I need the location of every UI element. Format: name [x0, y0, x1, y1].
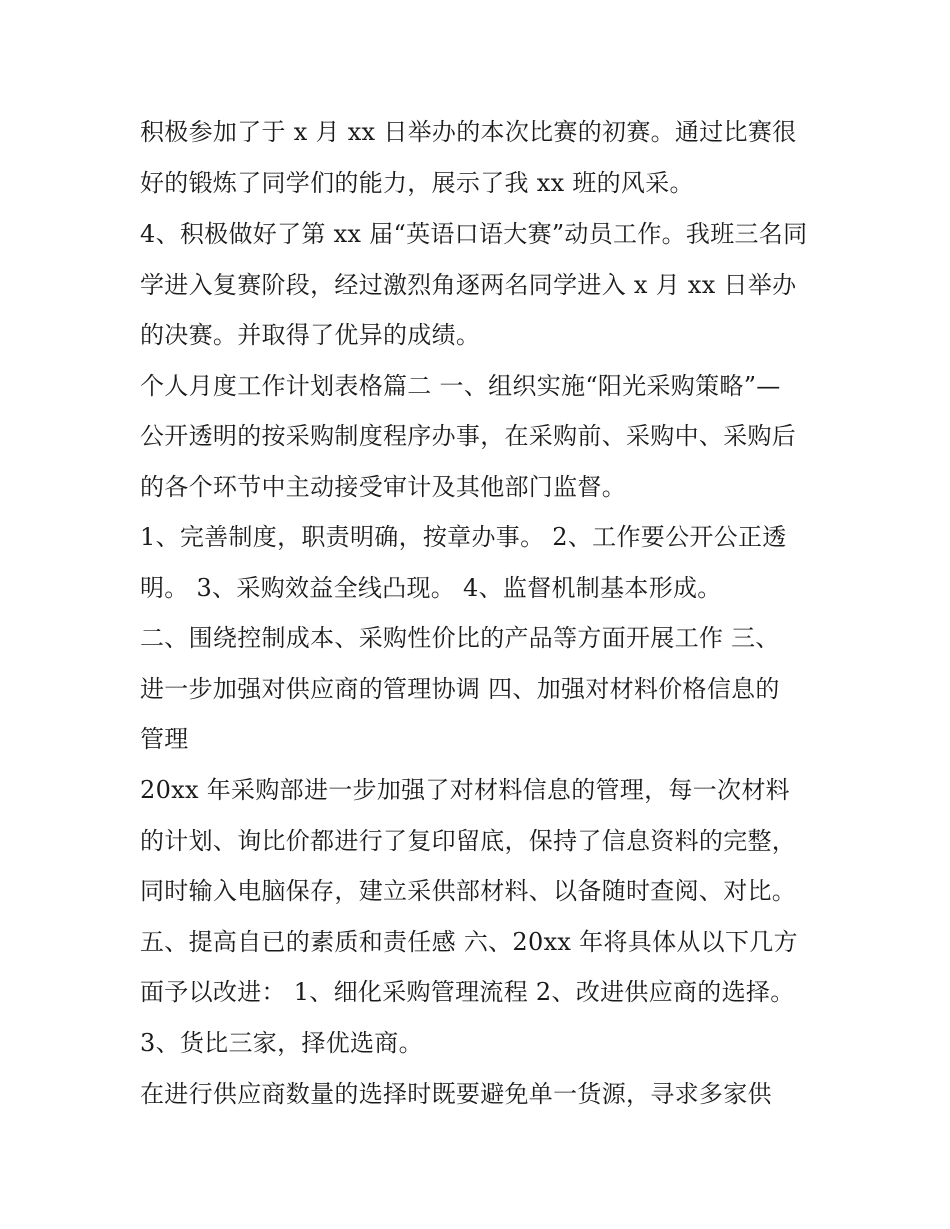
text-line: 积极参加了于 x 月 xx 日举办的本次比赛的初赛。通过比赛很 — [140, 118, 797, 146]
text-line: 五、提高自已的素质和责任感 六、20xx 年将具体从以下几方 — [140, 928, 798, 956]
text-line: 好的锻炼了同学们的能力，展示了我 xx 班的风采。 — [140, 169, 694, 197]
text-line: 明。 3、采购效益全线凸现。 4、监督机制基本形成。 — [140, 574, 722, 602]
text-line: 在进行供应商数量的选择时既要避免单一货源，寻求多家供 — [140, 1080, 772, 1108]
text-line: 1、完善制度，职责明确，按章办事。 2、工作要公开公正透 — [140, 523, 787, 551]
text-line: 个人月度工作计划表格篇二 一、组织实施“阳光采购策略”— — [140, 372, 781, 400]
text-line: 同时输入电脑保存，建立采供部材料、以备随时查阅、对比。 — [140, 877, 797, 905]
text-line: 学进入复赛阶段，经过激烈角逐两名同学进入 x 月 xx 日举办 — [140, 271, 797, 299]
text-line: 管理 — [140, 725, 189, 753]
text-line: 20xx 年采购部进一步加强了对材料信息的管理，每一次材料 — [140, 776, 790, 804]
text-line: 的各个环节中主动接受审计及其他部门监督。 — [140, 473, 626, 501]
text-line: 4、积极做好了第 xx 届“英语口语大赛”动员工作。我班三名同 — [140, 220, 808, 248]
text-line: 二、围绕控制成本、采购性价比的产品等方面开展工作 三、 — [140, 624, 780, 652]
text-line: 面予以改进： 1、细化采购管理流程 2、改进供应商的选择。 — [140, 978, 795, 1006]
text-line: 的计划、询比价都进行了复印留底，保持了信息资料的完整， — [140, 827, 797, 855]
text-line: 3、货比三家，择优选商。 — [140, 1029, 423, 1057]
text-line: 进一步加强对供应商的管理协调 四、加强对材料价格信息的 — [140, 675, 780, 703]
text-line: 公开透明的按采购制度程序办事，在采购前、采购中、采购后 — [140, 422, 797, 450]
text-line: 的决赛。并取得了优异的成绩。 — [140, 321, 481, 349]
